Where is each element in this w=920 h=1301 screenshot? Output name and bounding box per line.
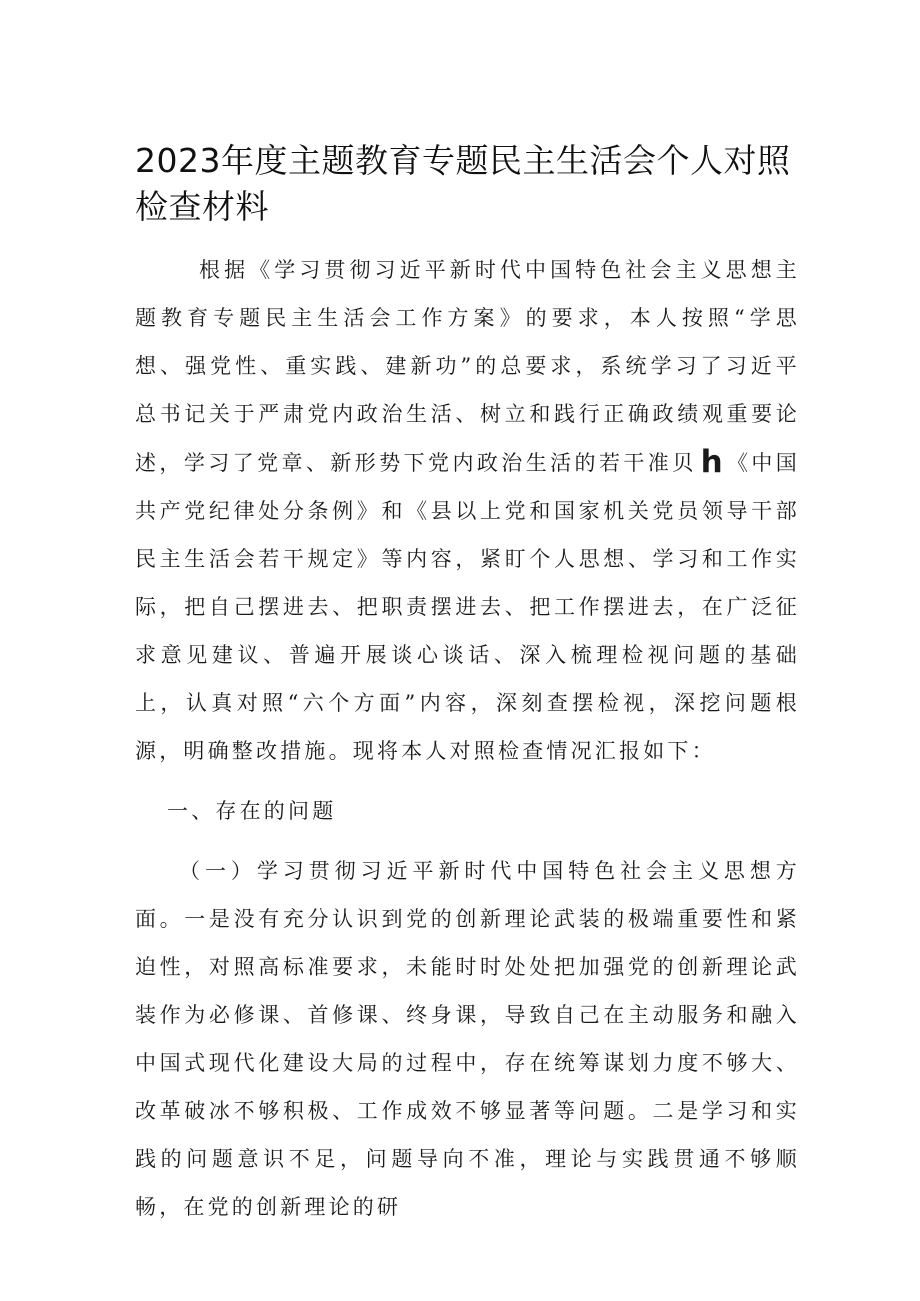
intro-paragraph-text-1: 根据《学习贯彻习近平新时代中国特色社会主义思想主题教育专题民主生活会工作方案》的要求，本人按照“学思想、强党性、重实践、建新功”的总要求，系统学习了习近平总书记关于严肃党内政治生活、树立和践行正确政绩观重要论述，学习了党章、新形势下党内政治生活的若干准贝 xyxy=(135,258,800,475)
section-heading: 一、存在的问题 xyxy=(167,799,337,823)
intro-paragraph-text-2: 《中国共产党纪律处分条例》和《县以上党和国家机关党员领导干部民主生活会若干规定》等内容，紧盯个人思想、学习和工作实际，把自己摆进去、把职责摆进去、把工作摆进去，在广泛征求意见建议、普遍开展谈心谈话、深入梳理检视问题的基础上，认真对照“六个方面”内容，深刻查摆检视，深挖问题根源，明确整改措施。现将本人对照检查情况汇报如下： xyxy=(135,451,800,763)
intro-paragraph xyxy=(135,246,800,775)
problem-paragraph: （一）学习贯彻习近平新时代中国特色社会主义思想方面。一是没有充分认识到党的创新理论武装的极端重要性和紧迫性，对照高标准要求，未能时时处处把加强党的创新理论武装作为必修课、首修课、终身课，导致自己在主动服务和融入中国式现代化建设大局的过程中，存在统筹谋划力度不够大、改革破冰不够积极、工作成效不够显著等问题。二是学习和实践的问题意识不足，问题导向不准，理论与实践贯通不够顺畅，在党的创新理论的研 xyxy=(135,859,800,1219)
document-title: 2023年度主题教育专题民主生活会个人对照检查材料 xyxy=(135,141,791,226)
stray-character: h xyxy=(700,444,723,480)
document-body xyxy=(135,246,800,1231)
